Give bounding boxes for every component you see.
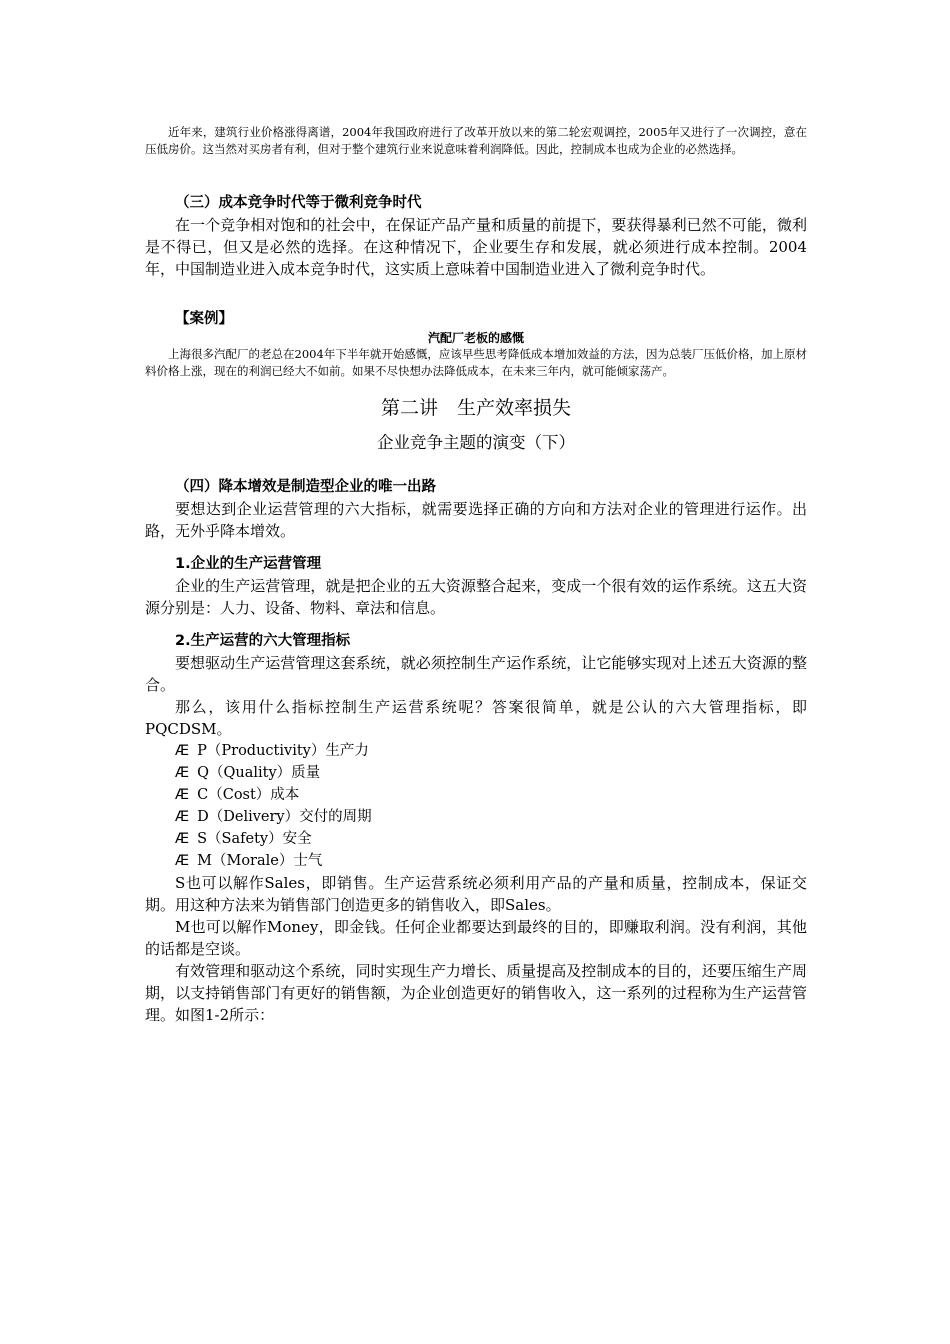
subsection-2-title: 2.生产运营的六大管理指标 — [175, 633, 351, 649]
list-item-text: S（Safety）安全 — [197, 831, 312, 847]
subsection-2-paragraph-1: 要想驱动生产运营管理这套系统，就必须控制生产运作系统，让它能够实现对上述五大资源的整合。 — [145, 654, 807, 694]
subsection-2-paragraph-2: 那么，该用什么指标控制生产运营系统呢？答案很简单，就是公认的六大管理指标，即PQCDSM。 — [145, 698, 807, 738]
lecture-title: 第二讲 生产效率损失 — [380, 397, 571, 419]
subsection-2-paragraph-5: 有效管理和驱动这个系统，同时实现生产力增长、质量提高及控制成本的目的，还要压缩生产周期，以支持销售部门有更好的销售额，为企业创造更好的销售收入，这一系列的过程称为生产运营管理。如图1-2所示： — [145, 962, 807, 1024]
list-item-text: D（Delivery）交付的周期 — [197, 809, 372, 825]
list-item-text: C（Cost）成本 — [197, 787, 300, 803]
bullet-mark: Æ — [175, 809, 190, 825]
section-4 — [145, 476, 807, 542]
bullet-mark: Æ — [175, 765, 190, 781]
bullet-mark: Æ — [175, 787, 190, 803]
list-item-text: M（Morale）士气 — [197, 853, 323, 869]
list-item-text: Q（Quality）质量 — [197, 765, 321, 781]
subsection-1-paragraph: 企业的生产运营管理，就是把企业的五大资源整合起来，变成一个很有效的运作系统。这五大资源分别是：人力、设备、物料、章法和信息。 — [145, 577, 807, 617]
list-item — [145, 806, 807, 828]
list-item — [145, 850, 807, 872]
subsection-2-paragraph-3: S也可以解作Sales，即销售。生产运营系统必须利用产品的产量和质量，控制成本，保证交期。用这种方法来为销售部门创造更多的销售收入，即Sales。 — [145, 874, 807, 914]
case-section — [145, 308, 807, 379]
case-label: 【案例】 — [175, 311, 233, 327]
subsection-2 — [145, 630, 807, 1026]
section-4-paragraph: 要想达到企业运营管理的六大指标，就需要选择正确的方向和方法对企业的管理进行运作。出路，无外乎降本增效。 — [145, 500, 807, 540]
bullet-mark: Æ — [175, 853, 190, 869]
subsection-1-title: 1.企业的生产运营管理 — [175, 556, 322, 572]
section-3-paragraph: 在一个竞争相对饱和的社会中，在保证产品产量和质量的前提下，要获得暴利已然不可能，微利是不得已，但又是必然的选择。在这种情况下，企业要生存和发展，就必须进行成本控制。2004年，中国制造业进入成本竞争时代，这实质上意味着中国制造业进入了微利竞争时代。 — [145, 216, 807, 278]
case-title: 汽配厂老板的感慨 — [427, 331, 524, 345]
subsection-2-paragraph-4: M也可以解作Money，即金钱。任何企业都要达到最终的目的，即赚取利润。没有利润，其他的话都是空谈。 — [145, 918, 807, 958]
case-paragraph: 上海很多汽配厂的老总在2004年下半年就开始感慨，应该早些思考降低成本增加效益的方法，因为总装厂压低价格，加上原材料价格上涨，现在的利润已经大不如前。如果不尽快想办法降低成本，在未来三年内，就可能倾家荡产。 — [145, 347, 807, 378]
section-3-title: （三）成本竞争时代等于微利竞争时代 — [175, 195, 422, 211]
bullet-mark: Æ — [175, 743, 190, 759]
indicator-list — [145, 740, 807, 872]
intro-section — [145, 124, 807, 157]
list-item — [145, 828, 807, 850]
list-item — [145, 784, 807, 806]
lecture-header — [145, 394, 807, 456]
subsection-1 — [145, 553, 807, 619]
section-3 — [145, 192, 807, 280]
bullet-mark: Æ — [175, 831, 190, 847]
list-item-text: P（Productivity）生产力 — [197, 743, 369, 759]
section-4-title: （四）降本增效是制造型企业的唯一出路 — [175, 479, 436, 495]
lecture-subtitle: 企业竞争主题的演变（下） — [377, 433, 575, 452]
list-item — [145, 762, 807, 784]
intro-paragraph: 近年来，建筑行业价格涨得离谱，2004年我国政府进行了改革开放以来的第二轮宏观调控，2005年又进行了一次调控，意在压低房价。这当然对买房者有利，但对于整个建筑行业来说意味着利润降低。因此，控制成本也成为企业的必然选择。 — [145, 125, 807, 156]
list-item — [145, 740, 807, 762]
